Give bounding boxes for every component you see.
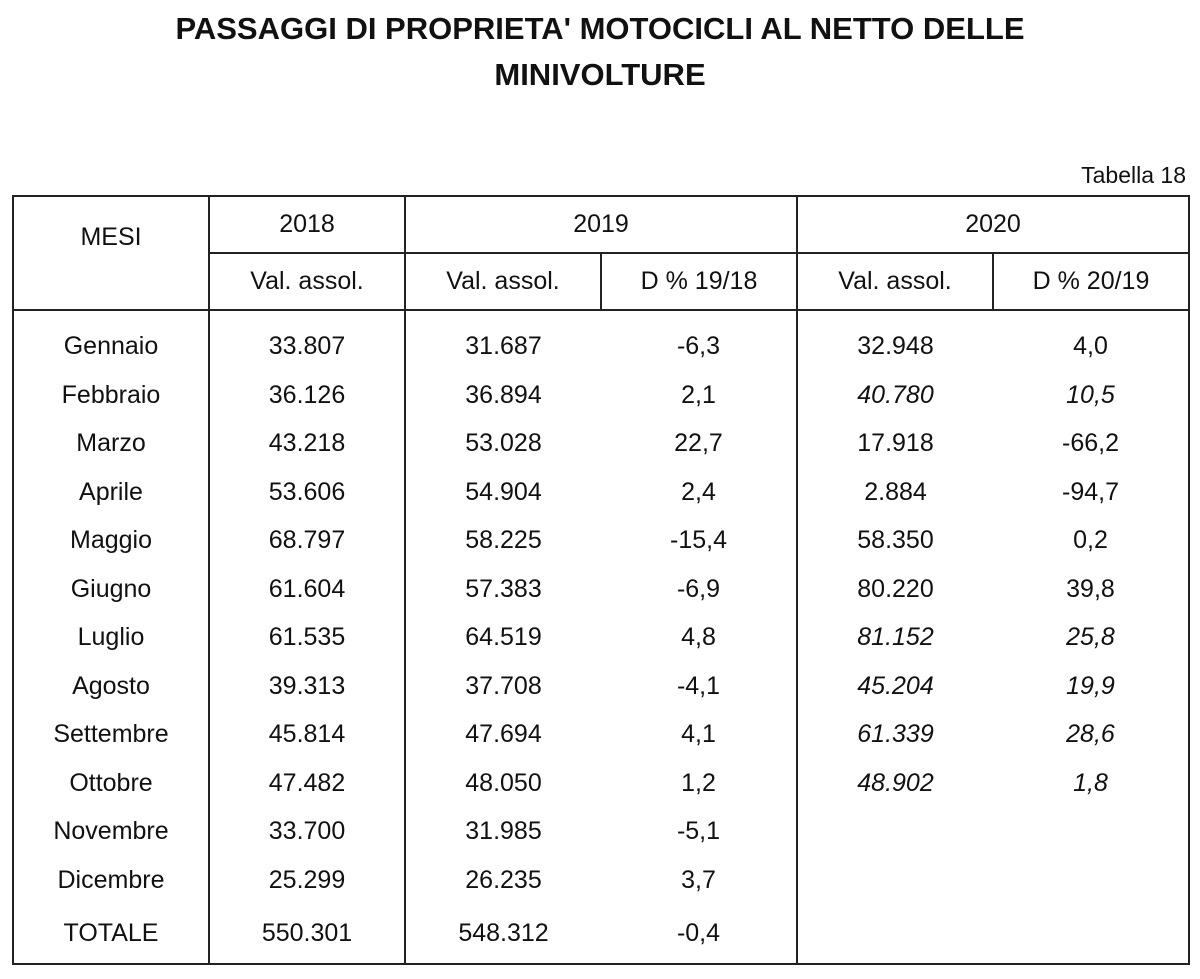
value-2019-cell: 31.687 [405,310,601,371]
totale-value-2018-cell: 550.301 [209,905,405,964]
table-row [13,371,1189,420]
delta-19-18-cell: 2,1 [601,371,797,420]
delta-20-19-cell: -94,7 [993,468,1189,517]
delta-20-19-cell [993,808,1189,857]
value-2019-cell: 58.225 [405,517,601,566]
delta-19-18-cell: -5,1 [601,808,797,857]
delta-19-18-cell: -6,3 [601,310,797,371]
value-2018-cell: 36.126 [209,371,405,420]
delta-20-19-cell: 0,2 [993,517,1189,566]
month-cell: Settembre [13,711,209,760]
month-cell: Aprile [13,468,209,517]
delta-20-19-cell: 1,8 [993,759,1189,808]
totale-value-2020-cell [797,905,993,964]
table-row [13,517,1189,566]
value-2020-cell: 80.220 [797,565,993,614]
value-2018-cell: 47.482 [209,759,405,808]
value-2018-cell: 61.604 [209,565,405,614]
value-2019-cell: 47.694 [405,711,601,760]
data-table [12,195,1190,965]
table-row [13,662,1189,711]
totale-value-2019-cell: 548.312 [405,905,601,964]
table-row [13,808,1189,857]
header-2018: 2018 [209,196,405,253]
delta-19-18-cell: -15,4 [601,517,797,566]
value-2018-cell: 45.814 [209,711,405,760]
month-cell: Marzo [13,420,209,469]
month-cell: Dicembre [13,856,209,905]
header-2019: 2019 [405,196,797,253]
table-row [13,468,1189,517]
month-cell: Febbraio [13,371,209,420]
delta-19-18-cell: 3,7 [601,856,797,905]
value-2019-cell: 26.235 [405,856,601,905]
value-2018-cell: 43.218 [209,420,405,469]
title-line-1: PASSAGGI DI PROPRIETA' MOTOCICLI AL NETTO DELLE [175,11,1025,46]
delta-20-19-cell: 4,0 [993,310,1189,371]
value-2020-cell [797,808,993,857]
value-2019-cell: 31.985 [405,808,601,857]
value-2020-cell: 48.902 [797,759,993,808]
value-2020-cell [797,856,993,905]
value-2019-cell: 36.894 [405,371,601,420]
month-cell: Ottobre [13,759,209,808]
value-2019-cell: 53.028 [405,420,601,469]
header-row-years [13,196,1189,253]
month-cell: Gennaio [13,310,209,371]
value-2018-cell: 33.807 [209,310,405,371]
value-2020-cell: 32.948 [797,310,993,371]
value-2020-cell: 40.780 [797,371,993,420]
table-row [13,310,1189,371]
delta-20-19-cell: -66,2 [993,420,1189,469]
header-val-2020: Val. assol. [797,253,993,310]
delta-19-18-cell: 22,7 [601,420,797,469]
header-delta-20-19: D % 20/19 [993,253,1189,310]
totale-delta-20-19-cell [993,905,1189,964]
table-row [13,711,1189,760]
delta-19-18-cell: -6,9 [601,565,797,614]
value-2020-cell: 2.884 [797,468,993,517]
delta-20-19-cell: 10,5 [993,371,1189,420]
value-2020-cell: 61.339 [797,711,993,760]
header-2020: 2020 [797,196,1189,253]
value-2020-cell: 58.350 [797,517,993,566]
table-row [13,420,1189,469]
month-cell: Luglio [13,614,209,663]
delta-19-18-cell: 4,1 [601,711,797,760]
table-row [13,759,1189,808]
value-2020-cell: 17.918 [797,420,993,469]
value-2019-cell: 64.519 [405,614,601,663]
header-val-2019: Val. assol. [405,253,601,310]
delta-19-18-cell: 4,8 [601,614,797,663]
value-2019-cell: 57.383 [405,565,601,614]
month-cell: Novembre [13,808,209,857]
table-row [13,565,1189,614]
totale-delta-19-18-cell: -0,4 [601,905,797,964]
table-row [13,614,1189,663]
header-mesi: MESI [13,196,209,310]
delta-20-19-cell [993,856,1189,905]
delta-19-18-cell: -4,1 [601,662,797,711]
table-body [13,310,1189,964]
table-row [13,856,1189,905]
month-cell: Agosto [13,662,209,711]
value-2020-cell: 81.152 [797,614,993,663]
month-cell: Giugno [13,565,209,614]
value-2018-cell: 33.700 [209,808,405,857]
title-line-2: MINIVOLTURE [494,57,706,92]
value-2018-cell: 25.299 [209,856,405,905]
table-label: Tabella 18 [1081,162,1186,188]
value-2018-cell: 53.606 [209,468,405,517]
header-delta-19-18: D % 19/18 [601,253,797,310]
delta-20-19-cell: 19,9 [993,662,1189,711]
value-2019-cell: 37.708 [405,662,601,711]
delta-20-19-cell: 28,6 [993,711,1189,760]
delta-20-19-cell: 39,8 [993,565,1189,614]
totale-row [13,905,1189,964]
header-val-2018: Val. assol. [209,253,405,310]
delta-19-18-cell: 2,4 [601,468,797,517]
delta-19-18-cell: 1,2 [601,759,797,808]
page-title [0,6,1200,98]
totale-month-cell: TOTALE [13,905,209,964]
month-cell: Maggio [13,517,209,566]
delta-20-19-cell: 25,8 [993,614,1189,663]
value-2019-cell: 54.904 [405,468,601,517]
value-2018-cell: 61.535 [209,614,405,663]
value-2018-cell: 39.313 [209,662,405,711]
value-2019-cell: 48.050 [405,759,601,808]
value-2018-cell: 68.797 [209,517,405,566]
value-2020-cell: 45.204 [797,662,993,711]
